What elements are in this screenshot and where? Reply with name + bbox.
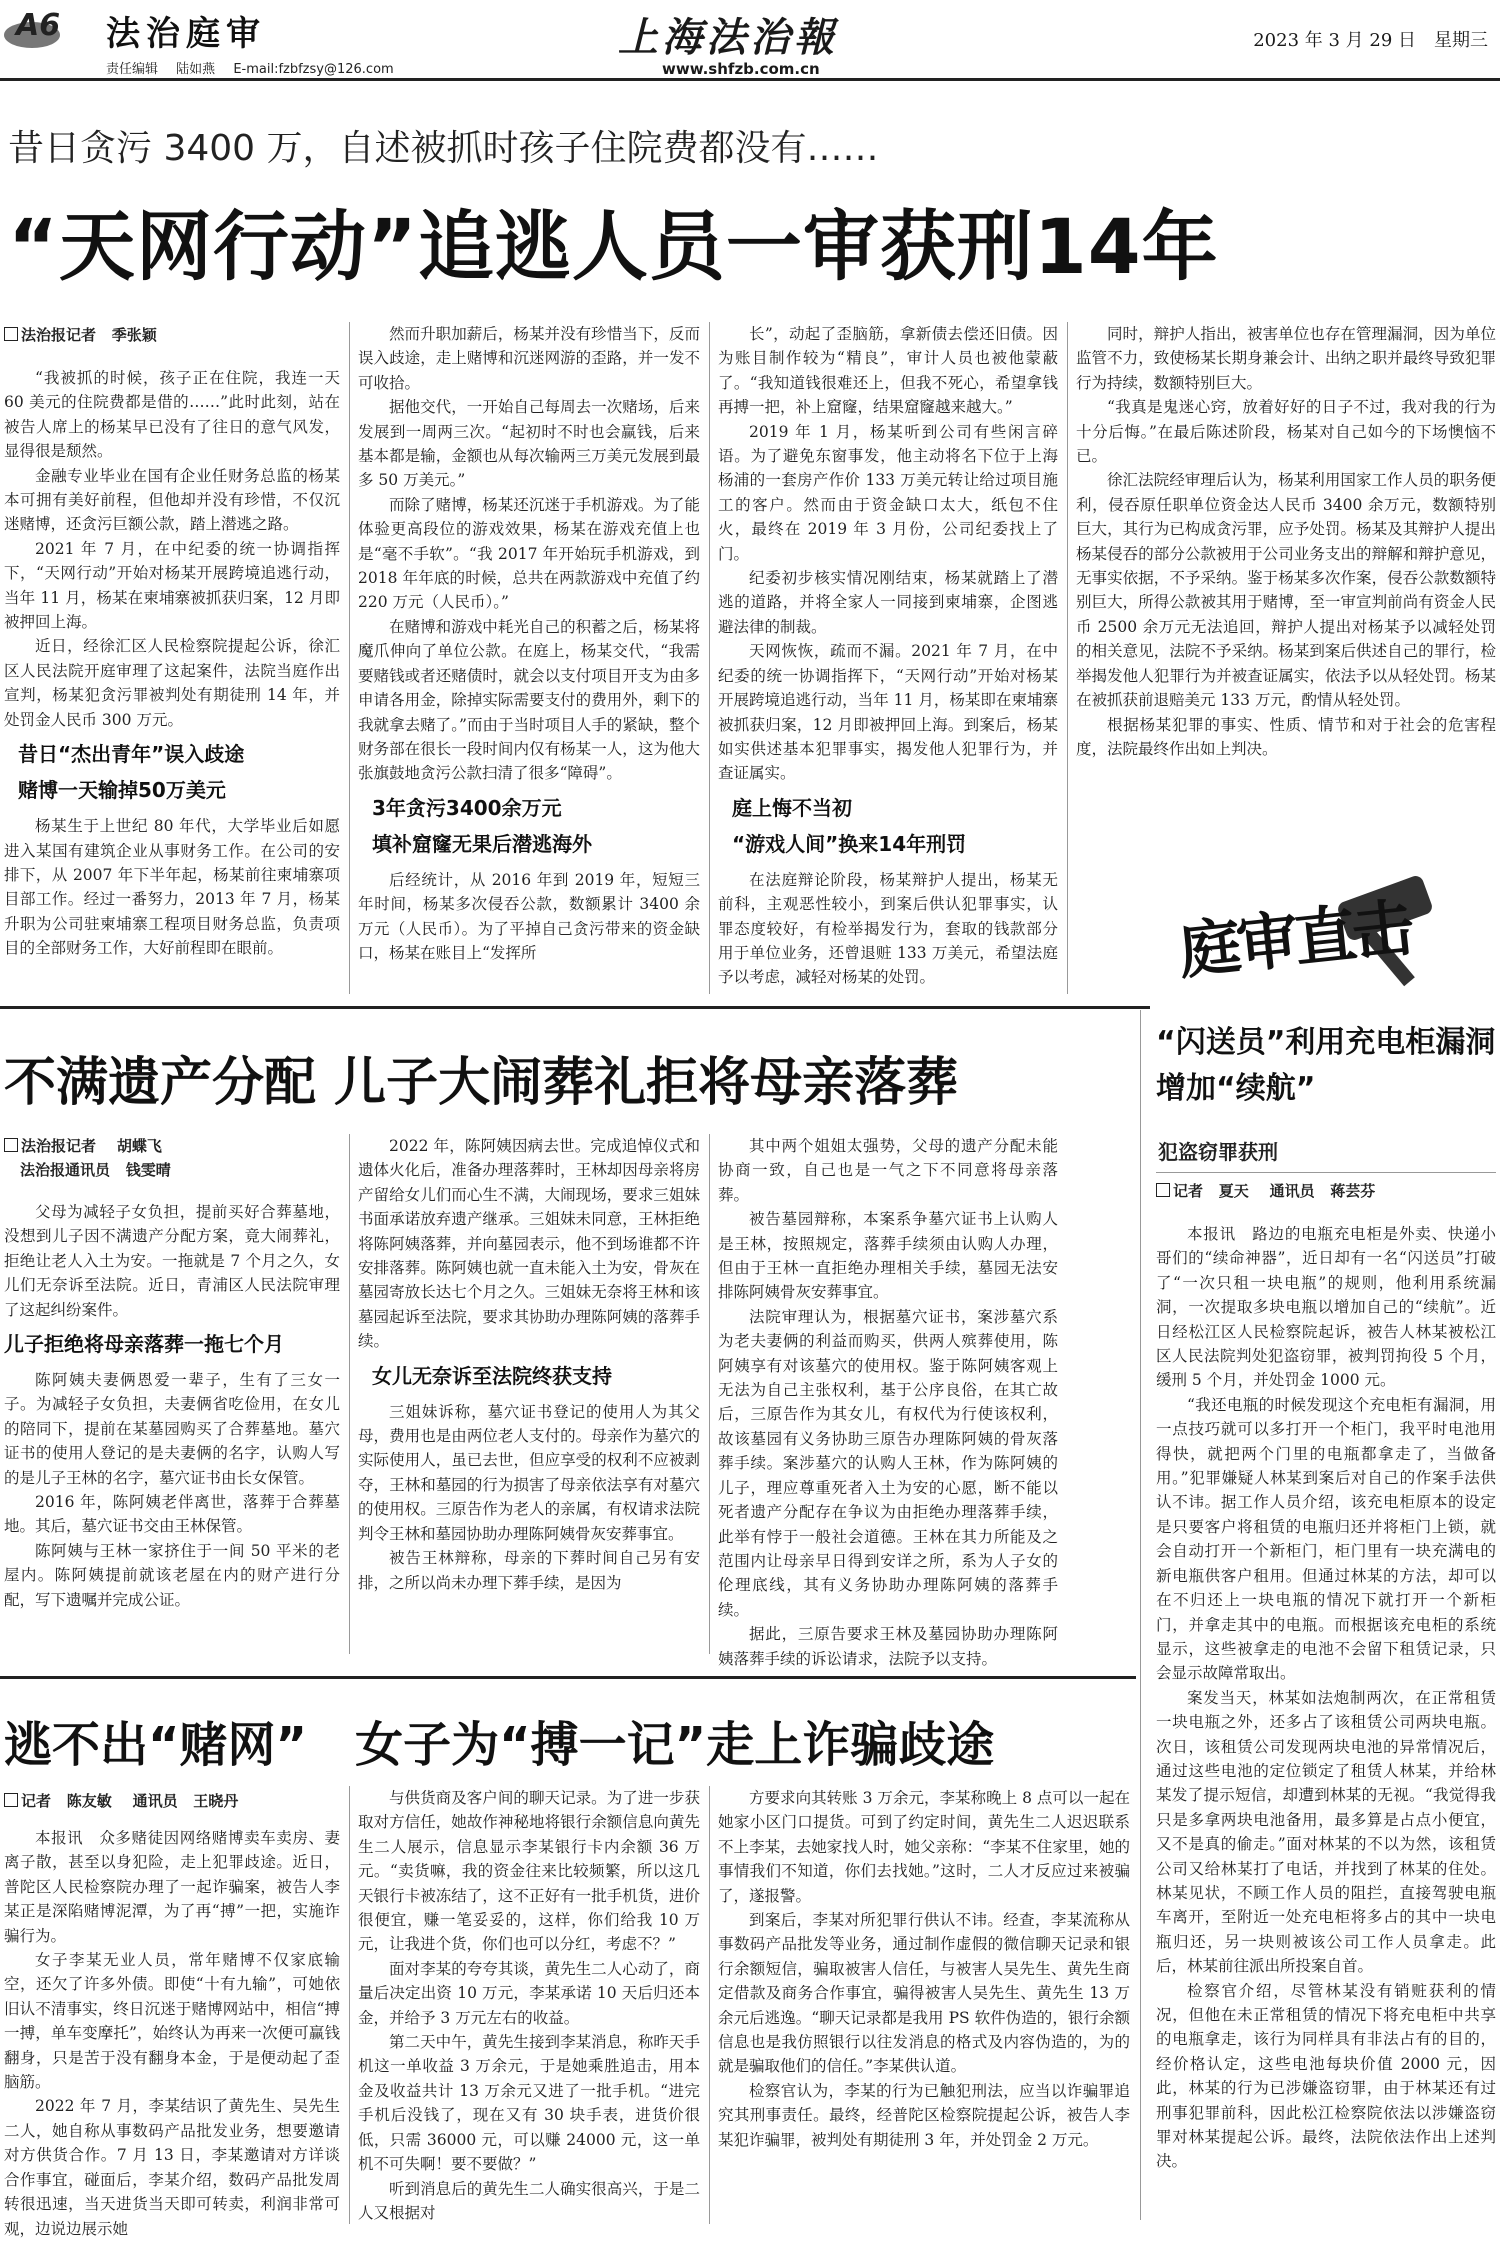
lead-column-4: [1076, 322, 1496, 862]
story3-body-text: [1156, 1222, 1496, 2174]
paragraph: 天网恢恢，疏而不漏。2021 年 7 月，在中纪委的统一协调指挥下，“天网行动”开始对杨某开展跨境追逃行动，当年 11 月，杨某即在柬埔寨被抓获归案，12 月即被押回上海。到案后，杨某如实供述基本犯罪事实，揭发他人犯罪行为，并查证属实。: [718, 642, 1058, 783]
byline-label: 记者: [1173, 1182, 1204, 1200]
subhead-line: 填补窟窿无果后潜逃海外: [372, 831, 592, 856]
byline-name: 夏天: [1218, 1182, 1249, 1200]
paragraph: 到案后，李某对所犯罪行供认不讳。经查，李某流称从事数码产品批发等业务，通过制作虚假的微信聊天记录和银行余额短信，骗取被害人信任，与被害人吴先生、黄先生商定借款及商务合作事宜，骗得被害人吴先生、黄先生 13 万余元后逃逸。“聊天记录都是我用 PS 软件伪造的，银行余额信息也是我仿照银行以往发消息的格式及内容伪造的，为的就是骗取他们的信任。”李某供认道。: [718, 1911, 1130, 2076]
paragraph: 三姐妹诉称，墓穴证书登记的使用人为其父母，费用也是由两位老人支付的。母亲作为墓穴的实际使用人，虽已去世，但应享受的权利不应被剥夺，王林和墓园的行为损害了母亲依法享有对墓穴的使用权。三原告作为老人的亲属，有权请求法院判令王林和墓园协助办理陈阿姨骨灰安葬事宜。: [358, 1402, 700, 1543]
byline-name: 蒋芸芬: [1330, 1182, 1376, 1200]
story2-byline: [4, 1134, 171, 1182]
column-logo-text: 庭审直击: [1175, 891, 1414, 988]
paragraph: 陈阿姨与王林一家挤住于一间 50 平米的老屋内。陈阿姨提前就该老屋在内的财产进行分配，写下遗嘱并完成公证。: [4, 1541, 340, 1609]
paragraph: 本报讯 路边的电瓶充电柜是外卖、快递小哥们的“续命神器”，近日却有一名“闪送员”打破了“一次只租一块电瓶”的规则，他利用系统漏洞，一次提取多块电瓶以增加自己的“续航”。近日经松江区人民检察院起诉，被告人林某被松江区人民法院判处犯盗窃罪，被判罚拘役 5 个月，缓刑 5 个月，并处罚金 1000 元。: [1156, 1225, 1496, 1390]
story4-col1-body: [4, 1826, 340, 2241]
paragraph: 面对李某的夸夸其谈，黄先生二人心动了，商量后决定出资 10 万元，李某承诺 10 天后归还本金，并给予 3 万元左右的收益。: [358, 1959, 700, 2027]
story2-col2-body-b: [358, 1400, 700, 1595]
paragraph: “我真是鬼迷心窍，放着好好的日子不过，我对我的行为十分后悔。”在最后陈述阶段，杨某对自己如今的下场懊恼不已。: [1076, 398, 1496, 466]
paragraph: “我被抓的时候，孩子正在住院，我连一天 60 美元的住院费都是借的……”此时此刻，站在被告人席上的杨某早已没有了往日的意气风发，显得很是颓然。: [4, 369, 340, 461]
story2-headline: 不满遗产分配 儿子大闹葬礼拒将母亲落葬: [4, 1053, 959, 1113]
lead-column-3: [718, 322, 1058, 994]
story2-col1-body-b: [4, 1368, 340, 1612]
lead-byline: [4, 324, 157, 345]
lead-col2-body-b: [358, 868, 700, 966]
column-divider: [709, 322, 710, 994]
paper-logo: 上海法治報: [618, 14, 838, 61]
story3-headline: “闪送员”利用充电柜漏洞增加“续航”: [1156, 1025, 1496, 1106]
story2-col3-body: [718, 1134, 1058, 1671]
paragraph: 法院审理认为，根据墓穴证书，案涉墓穴系为老夫妻俩的利益而购买，供两人殡葬使用，陈阿姨享有对该墓穴的使用权。鉴于陈阿姨客观上无法为自己主张权利，基于公序良俗，在其亡故后，三原告作为其女儿，有权代为行使该权利，故该墓园有义务协助三原告办理陈阿姨的骨灰落葬手续。案涉墓穴的认购人王林，作为陈阿姨的儿子，理应尊重死者入土为安的心愿，断不能以死者遗产分配存在争议为由拒绝办理落葬手续，此举有悖于一般社会道德。王林在其力所能及之范围内让母亲早日得到安详之所，系为人子女的伦理底线，其有义务协助办理陈阿姨的落葬手续。: [718, 1307, 1058, 1619]
subhead-line: 庭上悔不当初: [732, 795, 852, 820]
lead-subhead-2: [372, 792, 700, 860]
paragraph: 近日，经徐汇区人民检察院提起公诉，徐汇区人民法院开庭审理了这起案件，法院当庭作出宣判，杨某犯贪污罪被判处有期徒刑 14 年，并处罚金人民币 300 万元。: [4, 637, 340, 729]
story4-byline: [4, 1790, 238, 1811]
story3-rule: [1156, 1172, 1496, 1173]
masthead-rule: [0, 78, 1500, 81]
paragraph: 然而升职加薪后，杨某并没有珍惜当下，反而误入歧途，走上赌博和沉迷网游的歪路，并一发不可收拾。: [358, 325, 700, 392]
paragraph: 第二天中午，黄先生接到李某消息，称昨天手机这一单收益 3 万余元，于是她乘胜追击，用本金及收益共计 13 万余元又进了一批手机。“进完手机后没钱了，现在又有 30 块手表，进货价很低，只需 36000 元，可以赚 24000 元，这一单机不可失啊！要不要做？”: [358, 2033, 700, 2174]
section-rule: [0, 1676, 1136, 1679]
subhead-line: “游戏人间”换来14年刑罚: [732, 831, 967, 856]
lead-subhead-3: [732, 792, 1058, 860]
story2-column-1: [4, 1200, 340, 1650]
byline-name: 王晓丹: [193, 1792, 239, 1810]
story4-column-1: [4, 1826, 340, 2238]
paragraph: 2022 年 7 月，李某结识了黄先生、吴先生二人，她自称从事数码产品批发业务，想要邀请对方供货合作。7 月 13 日，李某邀请对方详谈合作事宜，碰面后，李某介绍，数码产品批发周转很迅速，当天进货当天即可转卖，利润非常可观，边说边展示她: [4, 2097, 340, 2238]
story3-body: [1156, 1222, 1496, 2222]
story2-column-3: [718, 1134, 1058, 1668]
column-logo: [1170, 880, 1480, 990]
story2-col2-body: [358, 1134, 700, 1354]
section-rule: [0, 1006, 1150, 1009]
editor-name: 陆如燕: [176, 62, 216, 77]
byline-name: 陈友敏: [66, 1792, 112, 1810]
paragraph: 在法庭辩论阶段，杨某辩护人提出，杨某无前科，主观恶性较小，到案后供认犯罪事实，认罪态度较好，有检举揭发行为，套取的钱款部分用于单位业务，还曾退赃 133 万美元，希望法庭予以考虑，减轻对杨某的处罚。: [718, 870, 1058, 987]
story4-col3-body: [718, 1786, 1130, 2152]
editor-email: E-mail:fzbfzsy@126.com: [233, 62, 394, 77]
column-divider: [1067, 322, 1068, 994]
column-divider: [709, 1134, 710, 1654]
byline-box-icon: [4, 327, 18, 341]
byline-label: 通讯员: [1269, 1182, 1315, 1200]
paragraph: 金融专业毕业在国有企业任财务总监的杨某本可拥有美好前程，但他却并没有珍惜，不仅沉迷赌博，还贪污巨额公款，踏上潜逃之路。: [4, 466, 340, 534]
lead-subhead-1: [18, 738, 340, 806]
paragraph: 纪委初步核实情况刚结束，杨某就踏上了潜逃的道路，并将全家人一同接到柬埔寨，企图逃避法律的制裁。: [718, 569, 1058, 636]
paragraph: 同时，辩护人指出，被害单位也存在管理漏洞，因为单位监管不力，致使杨某长期身兼会计、出纳之职并最终导致犯罪行为持续，数额特别巨大。: [1076, 325, 1496, 392]
paragraph: 听到消息后的黄先生二人确实很高兴，于是二人又根据对: [358, 2179, 700, 2222]
byline-label: 记者: [21, 1792, 52, 1810]
lead-headline: “天网行动”追逃人员一审获刑14年: [8, 202, 1219, 291]
column-divider: [349, 322, 350, 994]
byline-box-icon: [4, 1793, 18, 1807]
lead-column-1: [4, 366, 340, 996]
page-number: A6: [16, 8, 61, 43]
lead-column-2: [358, 322, 700, 994]
story4-column-2: [358, 1786, 700, 2224]
story2-column-2: [358, 1134, 700, 1654]
paragraph: 据他交代，一开始自己每周去一次赌场，后来发展到一周两三次。“起初时不时也会赢钱，后来基本都是输，金额也从每次输两三万美元发展到最多 50 万美元。”: [358, 398, 700, 490]
paragraph: 陈阿姨夫妻俩恩爱一辈子，生有了三女一子。为减轻子女负担，夫妻俩省吃俭用，在女儿的陪同下，提前在某墓园购买了合葬墓地。墓穴证书的使用人登记的是夫妻俩的名字，认购人写的是儿子王林的名字，墓穴证书由长女保管。: [4, 1371, 340, 1487]
issue-date: 2023 年 3 月 29 日 星期三: [1253, 30, 1488, 51]
paragraph: 本报讯 众多赌徒因网络赌博卖车卖房、妻离子散，甚至以身犯险，走上犯罪歧途。近日，普陀区人民检察院办理了一起诈骗案，被告人李某正是深陷赌博泥潭，为了再“搏”一把，实施诈骗行为。: [4, 1829, 340, 1945]
paragraph: 2019 年 1 月，杨某听到公司有些闲言碎语。为了避免东窗事发，他主动将名下位于上海杨浦的一套房产作价 133 万美元转让给过项目施工的客户。然而由于资金缺口太大，纸包不住火，最终在 2019 年 3 月份，公司纪委找上了门。: [718, 422, 1058, 563]
paragraph: 2022 年，陈阿姨因病去世。完成追悼仪式和遗体火化后，准备办理落葬时，王林却因母亲将房产留给女儿们而心生不满，大闹现场，要求三姐妹书面承诺放弃遗产继承。三姐妹未同意，王林拒绝将陈阿姨落葬，并向墓园表示，他不到场谁都不许安排落葬。陈阿姨也就一直未能入土为安，骨灰在墓园寄放长达七个月之久。三姐妹无奈将王林和该墓园起诉至法院，要求其协助办理陈阿姨的落葬手续。: [358, 1137, 700, 1351]
column-divider: [1140, 1010, 1141, 2220]
byline-label: 法治报记者: [21, 1137, 97, 1155]
column-divider: [349, 1134, 350, 1654]
lead-col1-body-b: [4, 814, 340, 960]
byline-label: 法治报通讯员: [20, 1161, 111, 1179]
lead-col2-body: [358, 322, 700, 786]
paper-website: www.shfzb.com.cn: [662, 60, 820, 78]
paragraph: 长”，动起了歪脑筋，拿新债去偿还旧债。因为账目制作较为“精良”，审计人员也被他蒙蔽了。“我知道钱很难还上，但我不死心，希望拿钱再搏一把，补上窟窿，结果窟窿越来越大。”: [718, 325, 1058, 417]
story3-subhead: 犯盗窃罪获刑: [1158, 1140, 1278, 1164]
byline-label: 通讯员: [132, 1792, 178, 1810]
section-title: 法治庭审: [106, 14, 266, 54]
paragraph: 与供货商及客户间的聊天记录。为了进一步获取对方信任，她故作神秘地将银行余额信息向黄先生二人展示，信息显示李某银行卡内余额 36 万元。“卖货嘛，我的资金往来比较频繁，所以这几天银行卡被冻结了，这不正好有一批手机货，进价很便宜，赚一笔妥妥的，这样，你们给我 10 万元，让我进个货，你们也可以分红，考虑不？”: [358, 1789, 700, 1954]
lead-col3-body: [718, 322, 1058, 786]
story4-headline: 逃不出“赌网” 女子为“搏一记”走上诈骗歧途: [4, 1717, 995, 1773]
story2-subhead-1: 儿子拒绝将母亲落葬一拖七个月: [4, 1332, 284, 1357]
page-number-badge: [4, 8, 64, 44]
paragraph: 2016 年，陈阿姨老伴离世，落葬于合葬墓地。其后，墓穴证书交由王林保管。: [4, 1493, 340, 1536]
byline-label: 法治报记者: [21, 326, 97, 344]
paragraph: 案发当天，林某如法炮制两次，在正常租赁一块电瓶之外，还多占了该租赁公司两块电瓶。次日，该租赁公司发现两块电池的异常情况后，通过这些电池的定位锁定了租赁人林某，并给林某发了提示短信，却遭到林某的无视。“我觉得我只是多拿两块电池备用，最多算是占点小便宜，又不是真的偷走。”面对林某的不以为然，该租赁公司又给林某打了电话，并找到了林某的住处。林某见状，不顾工作人员的阻拦，直接驾驶电瓶车离开，至附近一处充电柜将多占的其中一块电瓶归还，另一块则被该公司工作人员拿走。此后，林某前往派出所投案自首。: [1156, 1688, 1496, 1976]
editor-label: 责任编辑: [106, 62, 159, 77]
subhead-line: 昔日“杰出青年”误入歧途: [18, 742, 245, 767]
column-divider: [709, 1786, 710, 2224]
subhead-line: 赌博一天输掉50万美元: [18, 778, 226, 803]
lead-col1-body: [4, 366, 340, 732]
paragraph: 被告墓园辩称，本案系争墓穴证书上认购人是王林，按照规定，落葬手续须由认购人办理，但由于王林一直拒绝办理相关手续，墓园无法安排陈阿姨骨灰安葬事宜。: [718, 1210, 1058, 1302]
story4-col2-body: [358, 1786, 700, 2225]
paragraph: 方要求向其转账 3 万余元，李某称晚上 8 点可以一起在她家小区门口提货。可到了约定时间，黄先生二人迟迟联系不上李某，去她家找人时，她父亲称：“李某不住家里，她的事情我们不知道，你们去找她。”这时，二人才反应过来被骗了，遂报警。: [718, 1789, 1130, 1905]
paragraph: 父母为减轻子女负担，提前买好合葬墓地，没想到儿子因不满遗产分配方案，竟大闹葬礼，拒绝让老人入土为安。一拖就是 7 个月之久，女儿们无奈诉至法院。近日，青浦区人民法院审理了这起纠纷案件。: [4, 1203, 340, 1319]
byline-box-icon: [1156, 1183, 1170, 1197]
paragraph: 在赌博和游戏中耗光自己的积蓄之后，杨某将魔爪伸向了单位公款。在庭上，杨某交代，“我需要赌钱或者还赌债时，就会以支付项目开支为由多申请各用金，除掉实际需要支付的费用外，剩下的我就拿去赌了。”而由于当时项目人手的紧缺，整个财务部在很长一段时间内仅有杨某一人，这为他大张旗鼓地贪污公款扫清了很多“障碍”。: [358, 617, 700, 783]
paragraph: 女子李某无业人员，常年赌博不仅家底输空，还欠了许多外债。即使“十有九输”，可她依旧认不清事实，终日沉迷于赌博网站中，相信“搏一搏，单车变摩托”，始终认为再来一次便可赢钱翻身，只是苦于没有翻身本金，于是便动起了歪脑筋。: [4, 1951, 340, 2092]
column-divider: [349, 1786, 350, 2224]
paragraph: 杨某生于上世纪 80 年代，大学毕业后如愿进入某国有建筑企业从事财务工作。在公司的安排下，从 2007 年下半年起，杨某前往柬埔寨项目部工作。经过一番努力，2013 年 7 月，杨某升职为公司驻柬埔寨工程项目财务总监，负责项目的全部财务工作，大好前程即在眼前。: [4, 817, 340, 958]
subhead-line: 3年贪污3400余万元: [372, 795, 562, 820]
paragraph: 其中两个姐姐太强势，父母的遗产分配未能协商一致，自己也是一气之下不同意将母亲落葬。: [718, 1137, 1058, 1204]
paragraph: 被告王林辩称，母亲的下葬时间自己另有安排，之所以尚未办理下葬手续，是因为: [358, 1549, 700, 1592]
paragraph: 徐汇法院经审理后认为，杨某利用国家工作人员的职务便利，侵吞原任职单位资金达人民币 3400 余万元，数额特别巨大，其行为已构成贪污罪，应予处罚。杨某及其辩护人提出杨某侵吞的部分公款被用于公司业务支出的辩解和辩护意见，无事实依据，不予采纳。鉴于杨某多次作案，侵吞公款数额特别巨大，所得公款被其用于赌博，至一审宣判前尚有资金人民币 2500 余万元无法追回，辩护人提出对杨某予以减轻处罚的相关意见，法院不予采纳。杨某到案后供述自己的罪行，检举揭发他人犯罪行为并被查证属实，依法予以从轻处罚。杨某在被抓获前退赔美元 133 万元，酌情从轻处罚。: [1076, 471, 1496, 710]
byline-name: 钱雯晴: [125, 1161, 171, 1179]
story4-column-3: [718, 1786, 1130, 2224]
paragraph: 据此，三原告要求王林及墓园协助办理陈阿姨落葬手续的诉讼请求，法院予以支持。: [718, 1625, 1058, 1668]
paragraph: 后经统计，从 2016 年到 2019 年，短短三年时间，杨某多次侵吞公款，数额累计 3400 余万元（人民币）。为了平掉自己贪污带来的资金缺口，杨某在账目上“发挥所: [358, 870, 700, 962]
editor-line: [106, 58, 408, 77]
byline-name: 季张颖: [111, 326, 157, 344]
lead-kicker: 昔日贪污 3400 万，自述被抓时孩子住院费都没有……: [8, 128, 879, 169]
lead-col3-body-b: [718, 868, 1058, 990]
story3-byline: [1156, 1180, 1375, 1201]
story2-subhead-2: 女儿无奈诉至法院终获支持: [372, 1363, 612, 1388]
paragraph: 根据杨某犯罪的事实、性质、情节和对于社会的危害程度，法院最终作出如上判决。: [1076, 715, 1496, 758]
paragraph: 而除了赌博，杨某还沉迷于手机游戏。为了能体验更高段位的游戏效果，杨某在游戏充值上也是“毫不手软”。“我 2017 年开始玩手机游戏，到 2018 年年底的时候，总共在两款游戏中充值了约 220 万元（人民币）。”: [358, 495, 700, 612]
story2-col1-body: [4, 1200, 340, 1322]
paragraph: “我还电瓶的时候发现这个充电柜有漏洞，用一点技巧就可以多打开一个柜门，我平时电池用得快，就把两个门里的电瓶都拿走了，当做备用。”犯罪嫌疑人林某到案后对自己的作案手法供认不讳。据工作人员介绍，该充电柜原本的设定是只要客户将租赁的电瓶归还并将柜门上锁，就会自动打开一个新柜门，柜门里有一块充满电的新电瓶供客户租用。但通过林某的方法，却可以在不归还上一块电瓶的情况下就打开一个新柜门，并拿走其中的电瓶。而根据该充电柜的系统显示，这些被拿走的电池不会留下租赁记录，只会显示故障常取出。: [1156, 1395, 1496, 1683]
paragraph: 检察官介绍，尽管林某没有销赃获利的情况，但他在未正常租赁的情况下将充电柜中共享的电瓶拿走，该行为同样具有非法占有的目的，经价格认定，这些电池每块价值 2000 元，因此，林某的行为已涉嫌盗窃罪，由于林某还有过刑事犯罪前科，因此松江检察院依法以涉嫌盗窃罪对林某提起公诉。最终，法院依法作出上述判决。: [1156, 1981, 1496, 2171]
lead-col4-body: [1076, 322, 1496, 761]
paragraph: 检察官认为，李某的行为已触犯刑法，应当以诈骗罪追究其刑事责任。最终，经普陀区检察院提起公诉，被告人李某犯诈骗罪，被判处有期徒刑 3 年，并处罚金 2 万元。: [718, 2081, 1130, 2149]
paragraph: 2021 年 7 月，在中纪委的统一协调指挥下，“天网行动”开始对杨某开展跨境追逃行动，当年 11 月，杨某在柬埔寨被抓获归案，12 月即被押回上海。: [4, 539, 340, 632]
byline-box-icon: [4, 1138, 18, 1152]
byline-name: 胡蝶飞: [116, 1137, 162, 1155]
